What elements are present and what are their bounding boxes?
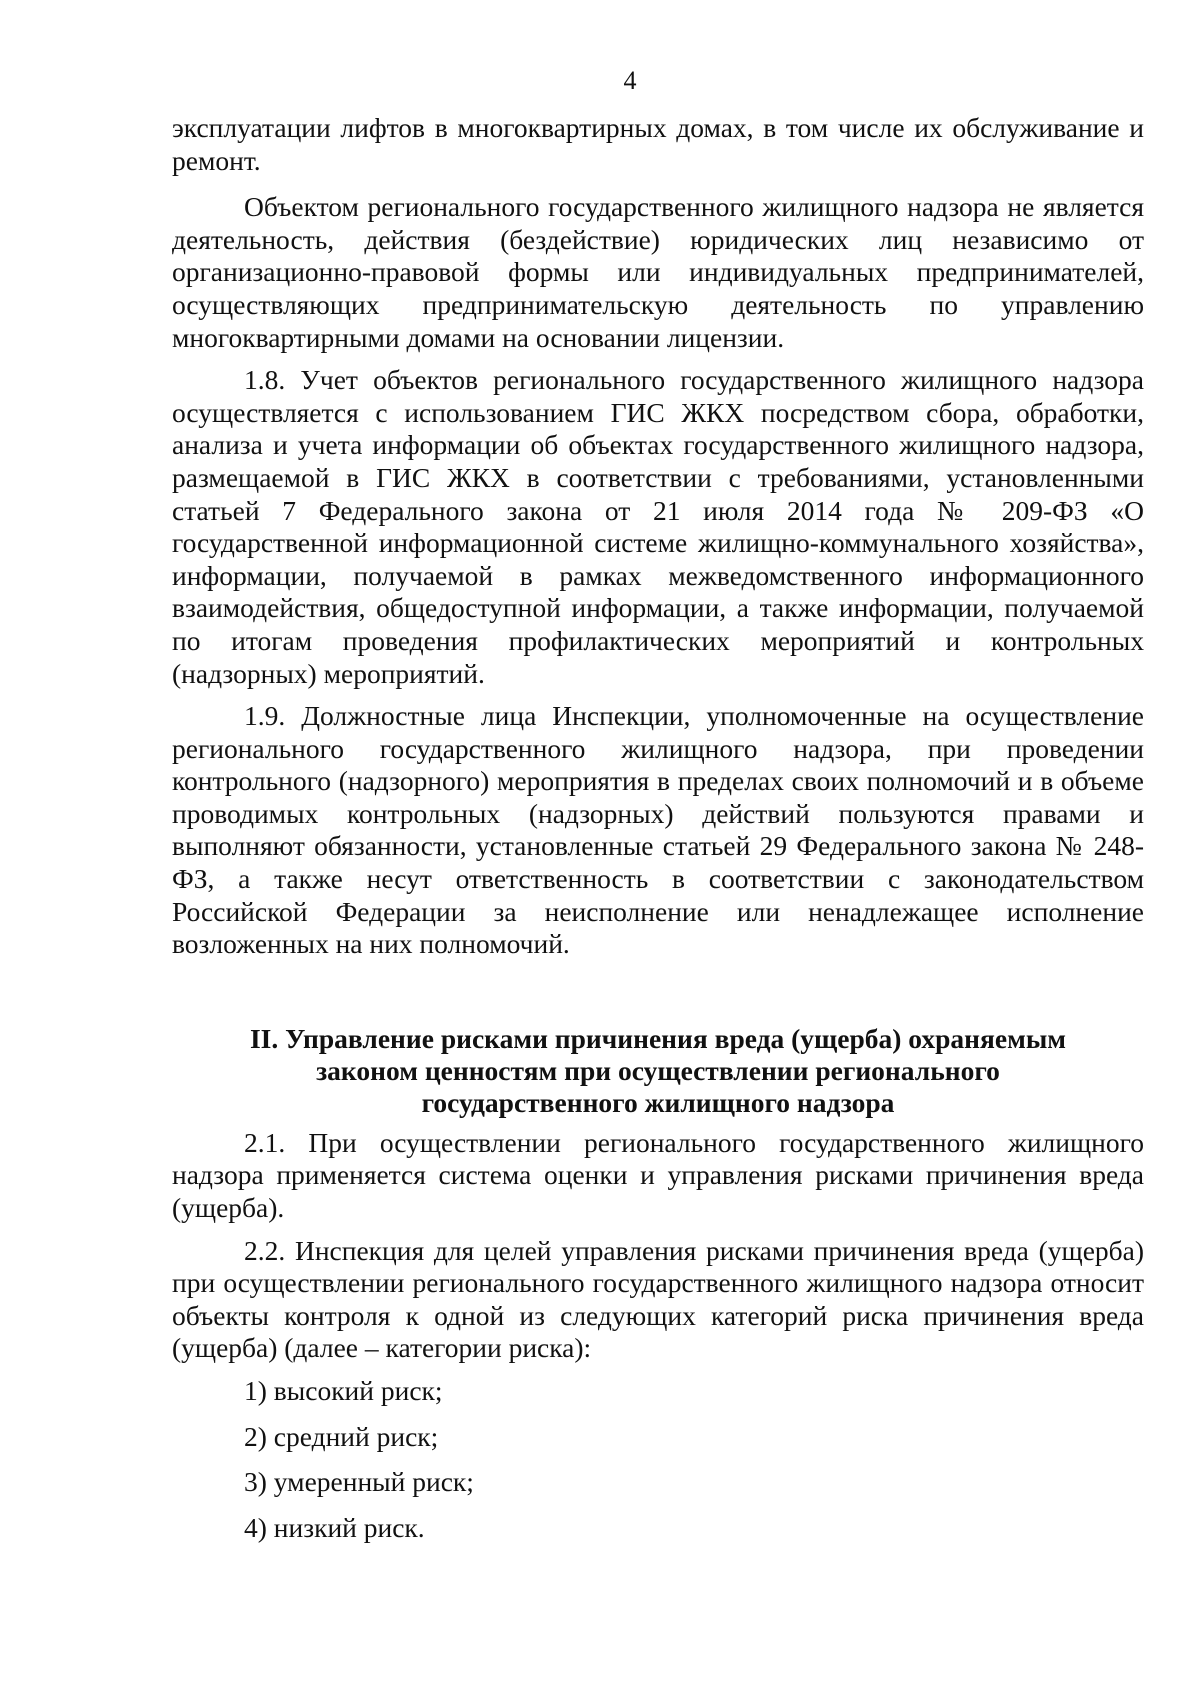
list-item: 1) высокий риск; [244,1375,443,1406]
paragraph-1-9: 1.9. Должностные лица Инспекции, уполномоченные на осуществление регионального государственного жилищного надзора, при проведении контрольного (надзорного) мероприятия в пределах своих полномочий и в объеме проводимых контрольных (надзорных) действий пользуются правами и выполняют обязанности, установленные статьей 29 Федерального закона № 248-ФЗ, а также несут ответственность в соответствии с законодательством Российской Федерации за неисполнение или ненадлежащее исполнение возложенных на них полномочий. [172,700,1144,960]
document-body [172,112,1144,1557]
list-item: 4) низкий риск. [244,1511,425,1543]
paragraph-2-1: 2.1. При осуществлении регионального государственного жилищного надзора применяется система оценки и управления рисками причинения вреда (ущерба). [172,1126,1144,1224]
paragraph-1-8: 1.8. Учет объектов регионального государственного жилищного надзора осуществляется с использованием ГИС ЖКХ посредством сбора, обработки, анализа и учета информации об объектах государственного жилищного надзора, размещаемой в ГИС ЖКХ в соответствии с требованиями, установленными статьей 7 Федерального закона от 21 июля 2014 года № 209-ФЗ «О государственной информационной системе жилищно-коммунального хозяйства», информации, получаемой в рамках межведомственного информационного взаимодействия, общедоступной информации, а также информации, получаемой по итогам проведения профилактических мероприятий и контрольных (надзорных) мероприятий. [172,364,1144,689]
paragraph-object-exclusion: Объектом регионального государственного жилищного надзора не является деятельность, действия (бездействие) юридических лиц независимо от организационно-правовой формы или индивидуальных предпринимателей, осуществляющих предпринимательскую деятельность по управлению многоквартирными домами на основании лицензии. [172,191,1144,353]
list-item: 2) средний риск; [244,1420,439,1452]
paragraph-2-2: 2.2. Инспекция для целей управления рисками причинения вреда (ущерба) при осуществлении регионального государственного жилищного надзора относит объекты контроля к одной из следующих категорий риска причинения вреда (ущерба) (далее – категории риска): [172,1234,1144,1364]
section-heading: II. Управление рисками причинения вреда (ущерба) охраняемым законом ценностям при осуществлении регионального государственного жилищного надзора [249,1022,1067,1118]
list-item: 3) умеренный риск; [244,1466,474,1498]
paragraph-continuation: эксплуатации лифтов в многоквартирных домах, в том числе их обслуживание и ремонт. [172,112,1144,176]
page-number: 4 [623,66,637,95]
